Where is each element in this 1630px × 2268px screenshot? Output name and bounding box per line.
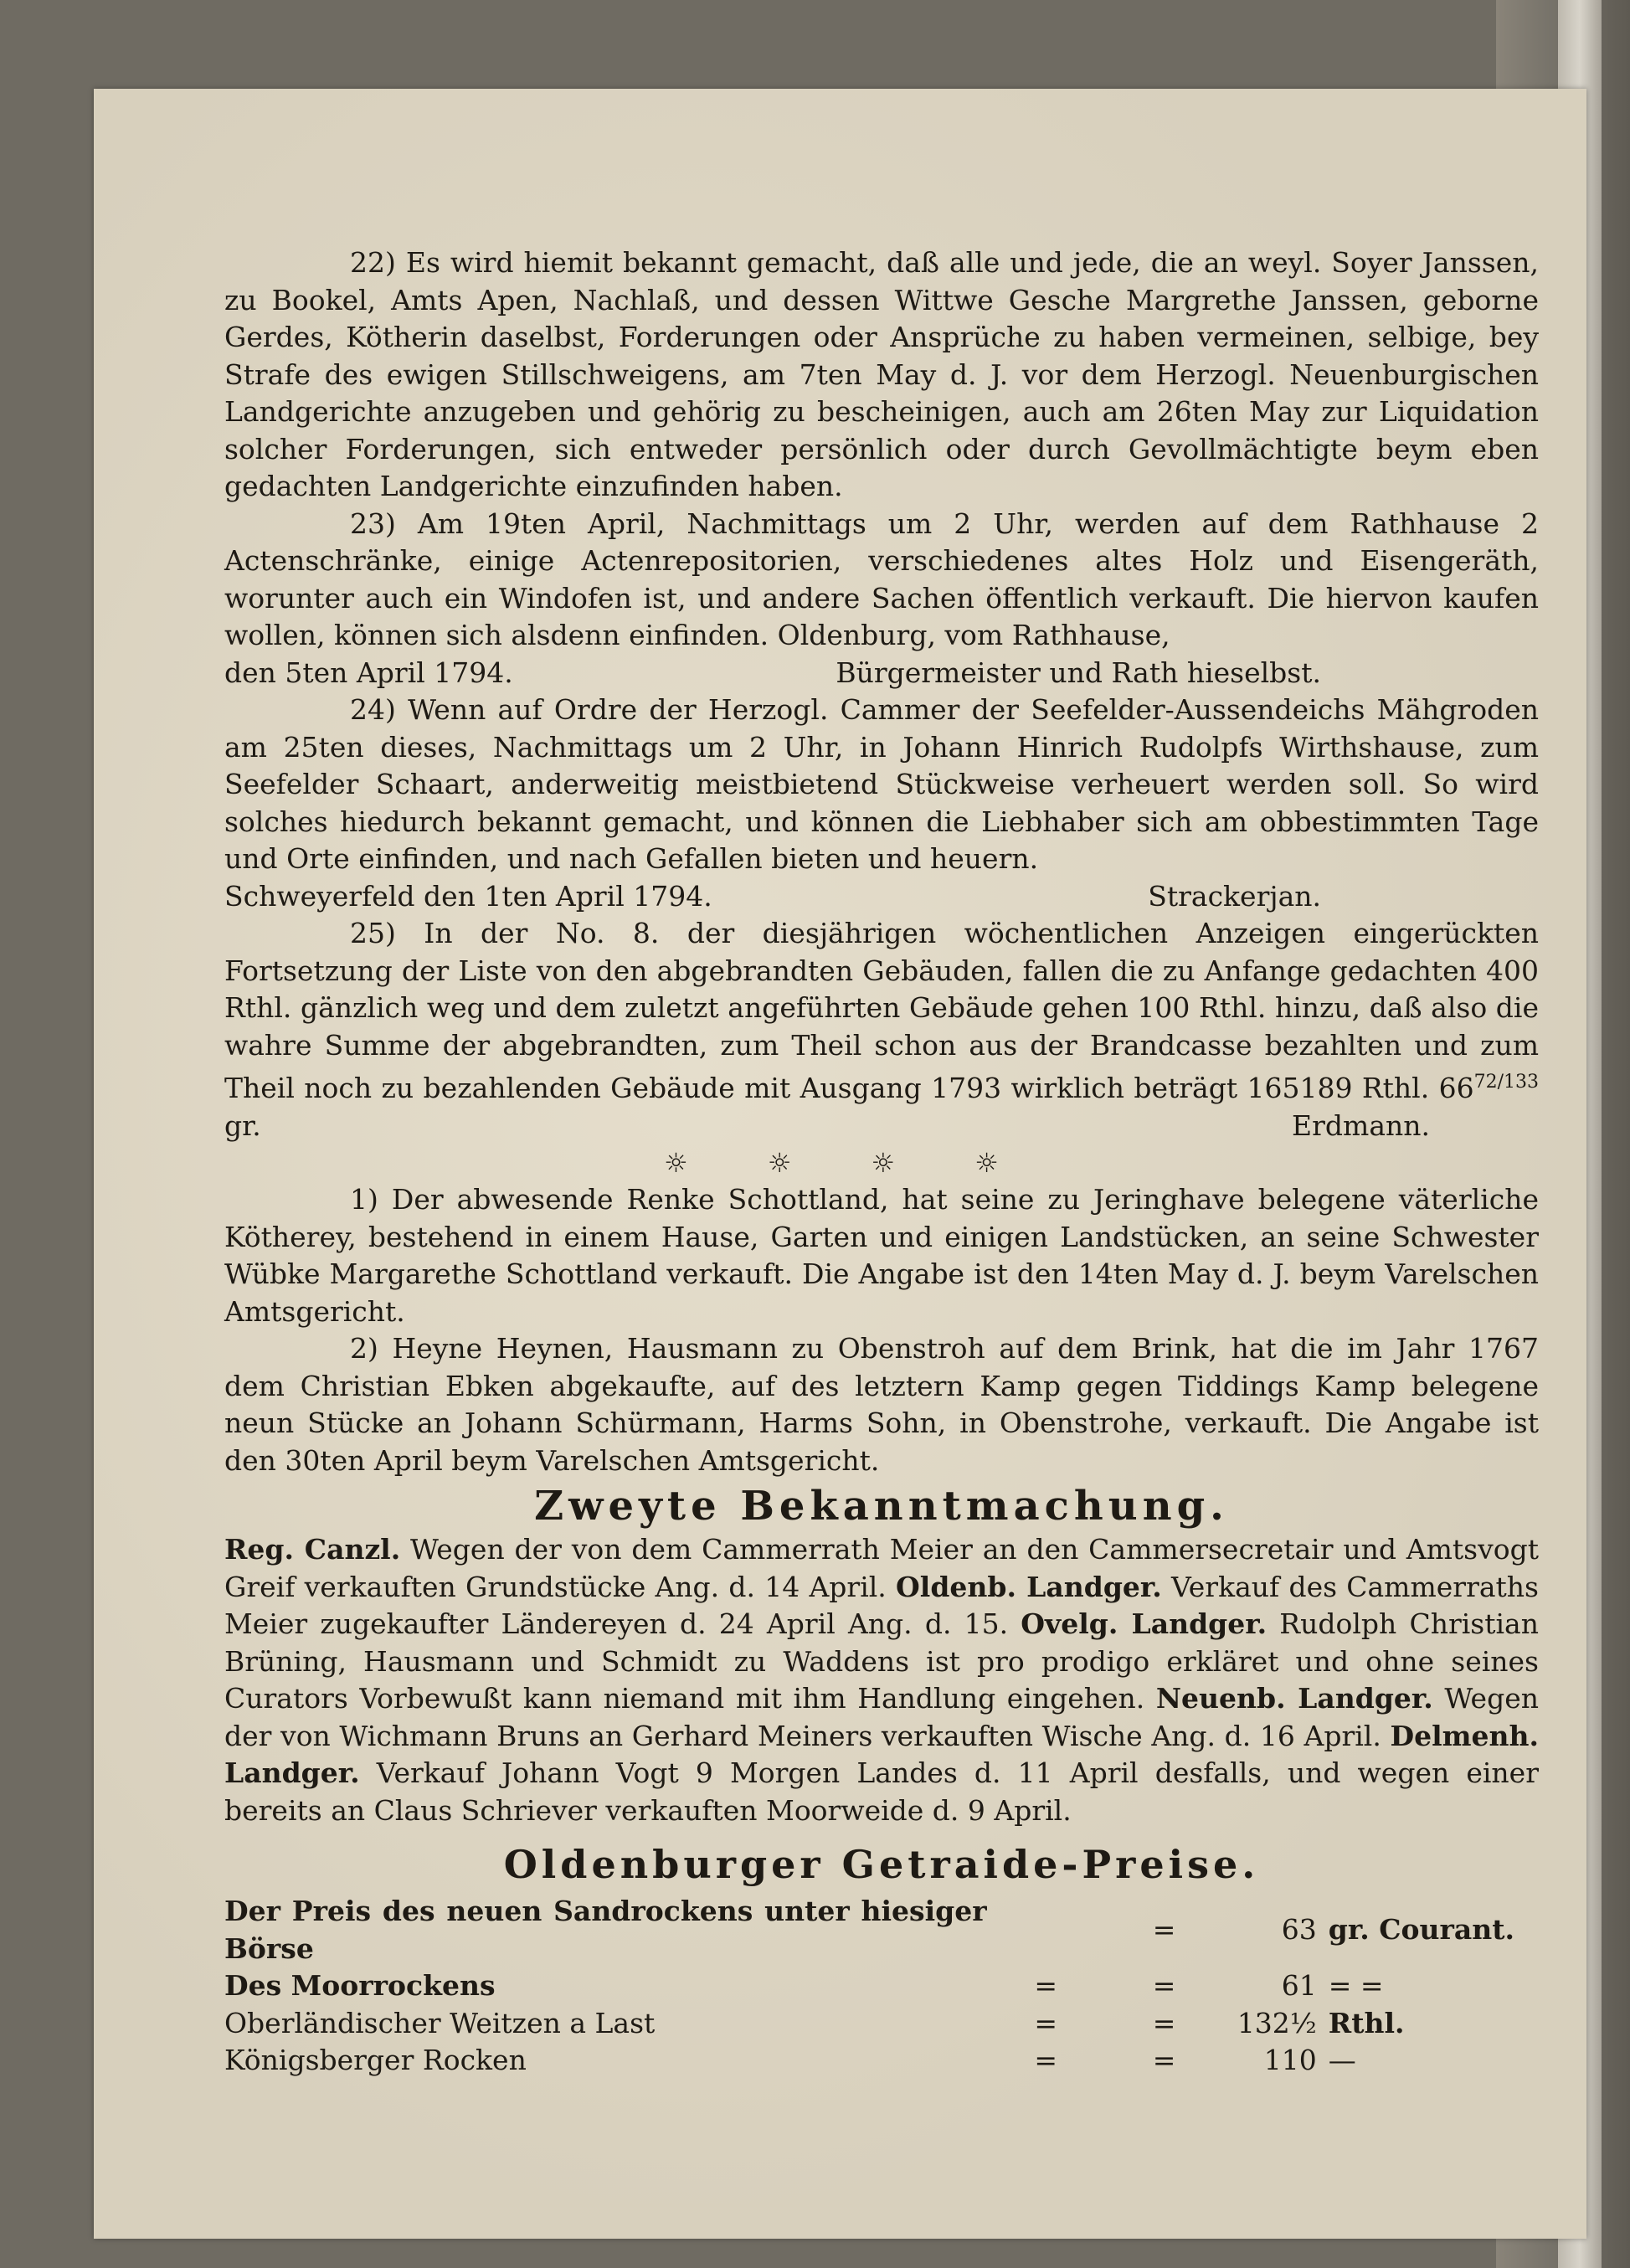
- section-divider: [124, 1144, 1539, 1181]
- notice-signature: Erdmann.: [1292, 1108, 1430, 1142]
- notice-text: Es wird hiemit bekannt gemacht, daß alle und jede, die an weyl. Soyer Janssen, zu Bookel, Amts Apen, Nachlaß, und dessen Wittwe Gesche Margrethe Janssen, geborne Gerdes, Kötherin daselbst, Forderungen oder Ansprüche zu haben vermeinen, selbige, bey Strafe des ewigen Stillschweigens, am 7ten May d. J. vor dem Herzogl. Neuenburgischen Landgerichte anzugeben und gehörig zu bescheinigen, auch am 26ten May zur Liquidation solcher Forderungen, sich entweder persönlich oder durch Gevollmächtigte beym eben gedachten Landgerichte einzufinden haben.: [224, 246, 1539, 502]
- ditto-mark: =: [1034, 1969, 1058, 2002]
- notice-23-signature-line: [224, 655, 1539, 692]
- notice-22: [224, 244, 1539, 506]
- notice-24: [224, 692, 1539, 878]
- grain-price: 61: [1281, 1969, 1317, 2002]
- notice-date: den 5ten April 1794.: [224, 656, 513, 689]
- fraction: 72/133: [1473, 1072, 1539, 1093]
- court-label: Reg. Canzl.: [224, 1533, 401, 1566]
- court-text: Rudolph Christian Brüning, Hausmann und Schmidt zu Waddens ist pro prodigo erkläret und ohne seines Curators Vorbewußt kann niemand mit ihm Handlung eingehen.: [224, 1607, 1539, 1715]
- notice-unit: gr.: [224, 1108, 261, 1142]
- grain-price: 132½: [1237, 2006, 1317, 2039]
- court-label: Ovelg. Landger.: [1021, 1607, 1267, 1640]
- court-text: Verkauf des Cammerraths Meier zugekaufter Ländereyen d. 24 April Ang. d. 15.: [224, 1570, 1539, 1640]
- sun-ornament-icon: ☼: [974, 1147, 999, 1179]
- grain-price: 63: [1281, 1913, 1317, 1947]
- notice-signature: Strackerjan.: [1148, 879, 1321, 913]
- ditto-mark: =: [1152, 2044, 1176, 2076]
- sale-text: Der abwesende Renke Schottland, hat seine zu Jeringhave belegene väterliche Kötherey, bestehend in einem Hause, Garten und einigen Landstücken, an seine Schwester Wübke Margarethe Schottland verkauft. Die Angabe ist den 14ten May d. J. beym Varelschen Amtsgericht.: [224, 1183, 1539, 1328]
- grain-price-table: [224, 1893, 1539, 2080]
- notice-signature: Bürgermeister und Rath hieselbst.: [836, 656, 1321, 689]
- grain-name: Oberländischer Weitzen a Last: [224, 2006, 656, 2039]
- second-announcement-heading: Zweyte Bekanntmachung.: [534, 1483, 1229, 1530]
- court-label: Neuenb. Landger.: [1155, 1682, 1433, 1715]
- notice-number: 24): [350, 693, 396, 726]
- grain-unit: = =: [1328, 1969, 1384, 2002]
- table-row: [224, 1967, 1539, 2005]
- court-text: Wegen der von Wichmann Bruns an Gerhard Meiners verkauften Wische Ang. d. 16 April.: [224, 1682, 1539, 1752]
- notice-text: Wenn auf Ordre der Herzogl. Cammer der Seefelder-Aussendeichs Mähgroden am 25ten dieses, Nachmittags um 2 Uhr, in Johann Hinrich Rudolpfs Wirthshause, zum Seefelder Schaart, anderweitig meistbietend Stückweise verheuert werden soll. So wird solches hiedurch bekannt gemacht, und können die Liebhaber sich am obbestimmten Tage und Orte einfinden, und nach Gefallen bieten und heuern.: [224, 693, 1539, 875]
- grain-name: Königsberger Rocken: [224, 2044, 527, 2076]
- court-label: Oldenb. Landger.: [896, 1570, 1162, 1603]
- grain-unit: —: [1328, 2044, 1356, 2076]
- grain-unit: Rthl.: [1328, 2006, 1405, 2039]
- notice-number: 23): [350, 507, 396, 540]
- table-row: [224, 2042, 1539, 2080]
- notice-number: 22): [350, 246, 396, 279]
- ditto-mark: =: [1152, 1969, 1176, 2002]
- grain-price: 110: [1263, 2044, 1317, 2076]
- ditto-mark: [987, 1893, 1105, 1967]
- notice-24-signature-line: [224, 878, 1539, 916]
- page-text: [224, 244, 1539, 2080]
- court-label: Delmenh. Landger.: [224, 1719, 1539, 1789]
- notice-text: Am 19ten April, Nachmittags um 2 Uhr, werden auf dem Rathhause 2 Actenschränke, einige Actenrepositorien, verschiedenes altes Holz und Eisengeräth, worunter auch ein Windofen ist, und andere Sachen öffentlich verkauft. Die hiervon kaufen wollen, können sich alsdenn einfinden. Oldenburg, vom Rathhause,: [224, 507, 1539, 651]
- ditto-mark: =: [1152, 2006, 1176, 2039]
- table-row: [224, 2005, 1539, 2043]
- sun-ornament-icon: ☼: [664, 1147, 688, 1179]
- grain-name: Der Preis des neuen Sandrockens unter hiesiger Börse: [224, 1895, 987, 1965]
- sale-number: 1): [350, 1183, 378, 1216]
- ditto-mark: =: [1034, 2044, 1058, 2076]
- grain-name: Des Moorrockens: [224, 1969, 496, 2002]
- court-text: Verkauf Johann Vogt 9 Morgen Landes d. 11 April desfalls, und wegen einer bereits an Claus Schriever verkauften Moorweide d. 9 April.: [224, 1756, 1539, 1827]
- sale-number: 2): [350, 1332, 378, 1365]
- ditto-mark: =: [1152, 1913, 1176, 1947]
- grain-unit: gr. Courant.: [1328, 1913, 1514, 1947]
- sale-2: [224, 1330, 1539, 1479]
- notice-number: 25): [350, 917, 396, 949]
- ditto-mark: =: [1034, 2006, 1058, 2039]
- notice-text: In der No. 8. der diesjährigen wöchentlichen Anzeigen eingerückten Fortsetzung der Liste von den abgebrandten Gebäuden, fallen die zu Anfange gedachten 400 Rthl. gänzlich weg und dem zuletzt angeführten Gebäude gehen 100 Rthl. hinzu, daß also die wahre Summe der abgebrandten, zum Theil schon aus der Brandcasse bezahlten und zum Theil noch zu bezahlenden Gebäude mit Ausgang 1793 wirklich beträgt 165189 Rthl. 66: [224, 917, 1539, 1104]
- court-text: Wegen der von dem Cammerrath Meier an den Cammersecretair und Amtsvogt Greif verkauften Grundstücke Ang. d. 14 April.: [224, 1533, 1539, 1603]
- grain-prices-heading: Oldenburger Getraide-Preise.: [503, 1842, 1260, 1887]
- notice-23: [224, 506, 1539, 655]
- sun-ornament-icon: ☼: [871, 1147, 896, 1179]
- notice-25: [224, 915, 1539, 1144]
- notice-date: Schweyerfeld den 1ten April 1794.: [224, 879, 712, 913]
- sale-1: [224, 1181, 1539, 1330]
- second-announcement-body: [224, 1531, 1539, 1829]
- sun-ornament-icon: ☼: [767, 1147, 792, 1179]
- sale-text: Heyne Heynen, Hausmann zu Obenstroh auf dem Brink, hat die im Jahr 1767 dem Christian Ebken abgekaufte, auf des letztern Kamp gegen Tiddings Kamp belegene neun Stücke an Johann Schürmann, Harms Sohn, in Obenstrohe, verkauft. Die Angabe ist den 30ten April beym Varelschen Amtsgericht.: [224, 1332, 1539, 1477]
- table-row: [224, 1893, 1539, 1967]
